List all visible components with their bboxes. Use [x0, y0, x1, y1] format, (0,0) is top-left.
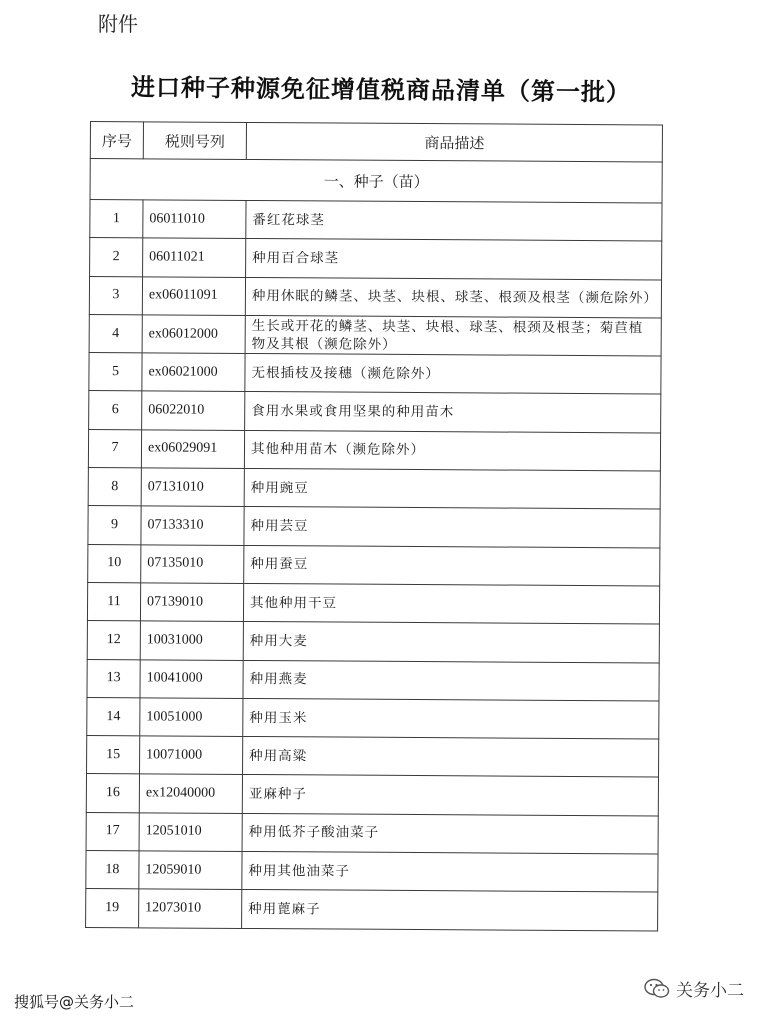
table-row — [89, 276, 661, 318]
wechat-account-name: 关务小二 — [676, 981, 744, 1001]
row-seq-number: 10 — [88, 544, 141, 583]
row-description: 亚麻种子 — [242, 775, 658, 816]
table-row — [88, 429, 660, 471]
sohu-watermark: 搜狐号@关务小二 — [14, 993, 135, 1011]
table-row — [88, 506, 660, 548]
row-tariff-code: 07133310 — [141, 506, 244, 545]
row-seq-number: 7 — [88, 429, 141, 468]
table-row — [87, 582, 659, 624]
row-description: 其他种用干豆 — [243, 583, 659, 624]
row-description: 其他种用苗木（濒危除外） — [244, 430, 660, 471]
row-description: 种用高粱 — [243, 737, 659, 778]
row-seq-number: 9 — [88, 506, 141, 545]
document-title: 进口种子种源免征增值税商品清单（第一批） — [130, 72, 632, 107]
row-description: 种用蚕豆 — [244, 545, 660, 586]
table-header-row — [90, 122, 662, 162]
table-row — [86, 889, 658, 931]
row-seq-number: 11 — [87, 582, 140, 621]
row-tariff-code: 10041000 — [140, 659, 243, 698]
row-tariff-code: 10051000 — [140, 698, 243, 737]
column-header-seq: 序号 — [90, 122, 143, 159]
row-seq-number: 13 — [87, 659, 140, 698]
wechat-icon — [644, 978, 670, 1000]
row-seq-number: 2 — [90, 238, 143, 277]
row-description: 种用大麦 — [243, 622, 659, 663]
row-tariff-code: 07131010 — [141, 468, 244, 507]
row-tariff-code: 10031000 — [140, 621, 243, 660]
row-seq-number: 5 — [89, 353, 142, 392]
section-title: 一、种子（苗） — [90, 159, 662, 203]
row-tariff-code: ex06012000 — [142, 315, 245, 354]
row-seq-number: 8 — [88, 468, 141, 507]
row-tariff-code: 06011010 — [143, 200, 246, 239]
row-seq-number: 6 — [89, 391, 142, 430]
wechat-watermark — [644, 976, 744, 1001]
table-row — [88, 468, 660, 510]
column-header-tariff-code: 税则号列 — [143, 122, 246, 160]
row-tariff-code: 07135010 — [141, 544, 244, 583]
row-description: 种用其他油菜子 — [242, 851, 658, 892]
table-row — [89, 314, 661, 356]
table-row — [88, 544, 660, 586]
row-seq-number: 3 — [89, 276, 142, 315]
row-seq-number: 15 — [87, 736, 140, 775]
row-description: 种用芸豆 — [244, 507, 660, 548]
row-tariff-code: ex06021000 — [142, 353, 245, 392]
table-row — [90, 238, 662, 280]
row-description: 番红花球茎 — [246, 200, 662, 241]
row-description: 种用休眠的鳞茎、块茎、块根、球茎、根颈及根茎（濒危除外） — [245, 277, 661, 318]
row-seq-number: 19 — [86, 889, 139, 928]
attachment-label: 附件 — [98, 12, 138, 36]
row-description: 种用燕麦 — [243, 660, 659, 701]
row-tariff-code: 12059010 — [139, 851, 242, 890]
section-row — [90, 159, 662, 203]
table-row — [86, 812, 658, 854]
table-row — [86, 774, 658, 816]
table-row — [89, 391, 661, 433]
row-seq-number: 14 — [87, 697, 140, 736]
row-tariff-code: 06022010 — [142, 391, 245, 430]
row-tariff-code: 07139010 — [140, 583, 243, 622]
row-seq-number: 18 — [86, 851, 139, 890]
seed-list-table-container — [85, 121, 663, 931]
table-row — [87, 736, 659, 778]
row-seq-number: 12 — [87, 621, 140, 660]
row-tariff-code: ex12040000 — [139, 774, 242, 813]
row-description: 种用玉米 — [243, 698, 659, 739]
row-tariff-code: 10071000 — [140, 736, 243, 775]
table-row — [89, 353, 661, 395]
row-seq-number: 4 — [89, 314, 142, 353]
row-seq-number: 1 — [90, 200, 143, 239]
row-seq-number: 16 — [86, 774, 139, 813]
row-description: 食用水果或食用坚果的种用苗木 — [245, 392, 661, 433]
table-row — [87, 659, 659, 701]
column-header-description: 商品描述 — [246, 122, 662, 162]
row-tariff-code: 06011021 — [143, 238, 246, 277]
row-seq-number: 17 — [86, 812, 139, 851]
seed-list-table — [85, 121, 663, 931]
row-description: 无根插枝及接穗（濒危除外） — [245, 354, 661, 395]
table-row — [90, 200, 662, 242]
table-row — [86, 851, 658, 893]
table-row — [87, 621, 659, 663]
row-tariff-code: ex06011091 — [142, 276, 245, 315]
row-description: 生长或开花的鳞茎、块茎、块根、球茎、根颈及根茎；菊苣植物及其根（濒危除外） — [245, 315, 661, 356]
row-tariff-code: 12073010 — [139, 889, 242, 928]
table-row — [87, 697, 659, 739]
row-tariff-code: ex06029091 — [141, 430, 244, 469]
row-description: 种用豌豆 — [244, 469, 660, 510]
row-description: 种用蓖麻子 — [242, 890, 658, 931]
row-tariff-code: 12051010 — [139, 813, 242, 852]
row-description: 种用百合球茎 — [246, 239, 662, 280]
row-description: 种用低芥子酸油菜子 — [242, 813, 658, 854]
